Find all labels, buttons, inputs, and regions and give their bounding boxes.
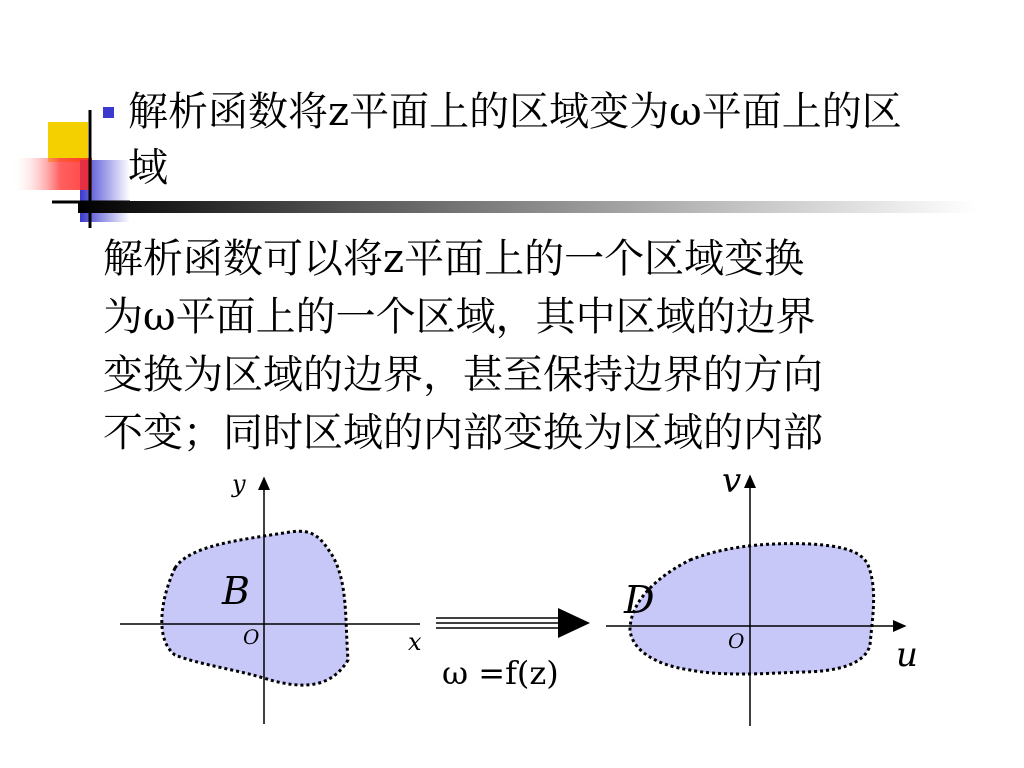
z-plane xyxy=(120,470,422,724)
origin-label: O xyxy=(243,625,260,649)
region-d xyxy=(630,544,874,674)
body-line: 为ω平面上的一个区域，其中区域的边界 xyxy=(103,294,816,340)
x-axis-label: x xyxy=(408,628,422,656)
slide-title: 解析函数将z平面上的区域变为ω平面上的区域 xyxy=(128,89,902,191)
v-axis-label: v xyxy=(722,461,742,501)
region-label-b: B xyxy=(222,569,250,613)
mapping-formula: ω =f(z) xyxy=(442,654,559,692)
logo-red-bar xyxy=(12,158,92,190)
slide-body xyxy=(103,230,943,462)
w-plane xyxy=(606,461,918,726)
body-line: 不变；同时区域的内部变换为区域的内部 xyxy=(103,410,823,456)
mapping-diagram xyxy=(0,460,1024,768)
title-bullet xyxy=(103,107,114,118)
region-label-d: D xyxy=(624,578,655,622)
u-axis-label: u xyxy=(896,635,918,675)
y-axis-label: y xyxy=(232,470,246,498)
body-line: 解析函数可以将z平面上的一个区域变换 xyxy=(103,236,805,282)
mapping-arrow xyxy=(436,608,590,692)
title-underline xyxy=(78,201,978,213)
logo-yellow-square xyxy=(48,122,88,162)
body-line: 变换为区域的边界，甚至保持边界的方向 xyxy=(103,352,823,398)
region-b xyxy=(162,531,348,685)
origin-label: O xyxy=(728,629,745,653)
